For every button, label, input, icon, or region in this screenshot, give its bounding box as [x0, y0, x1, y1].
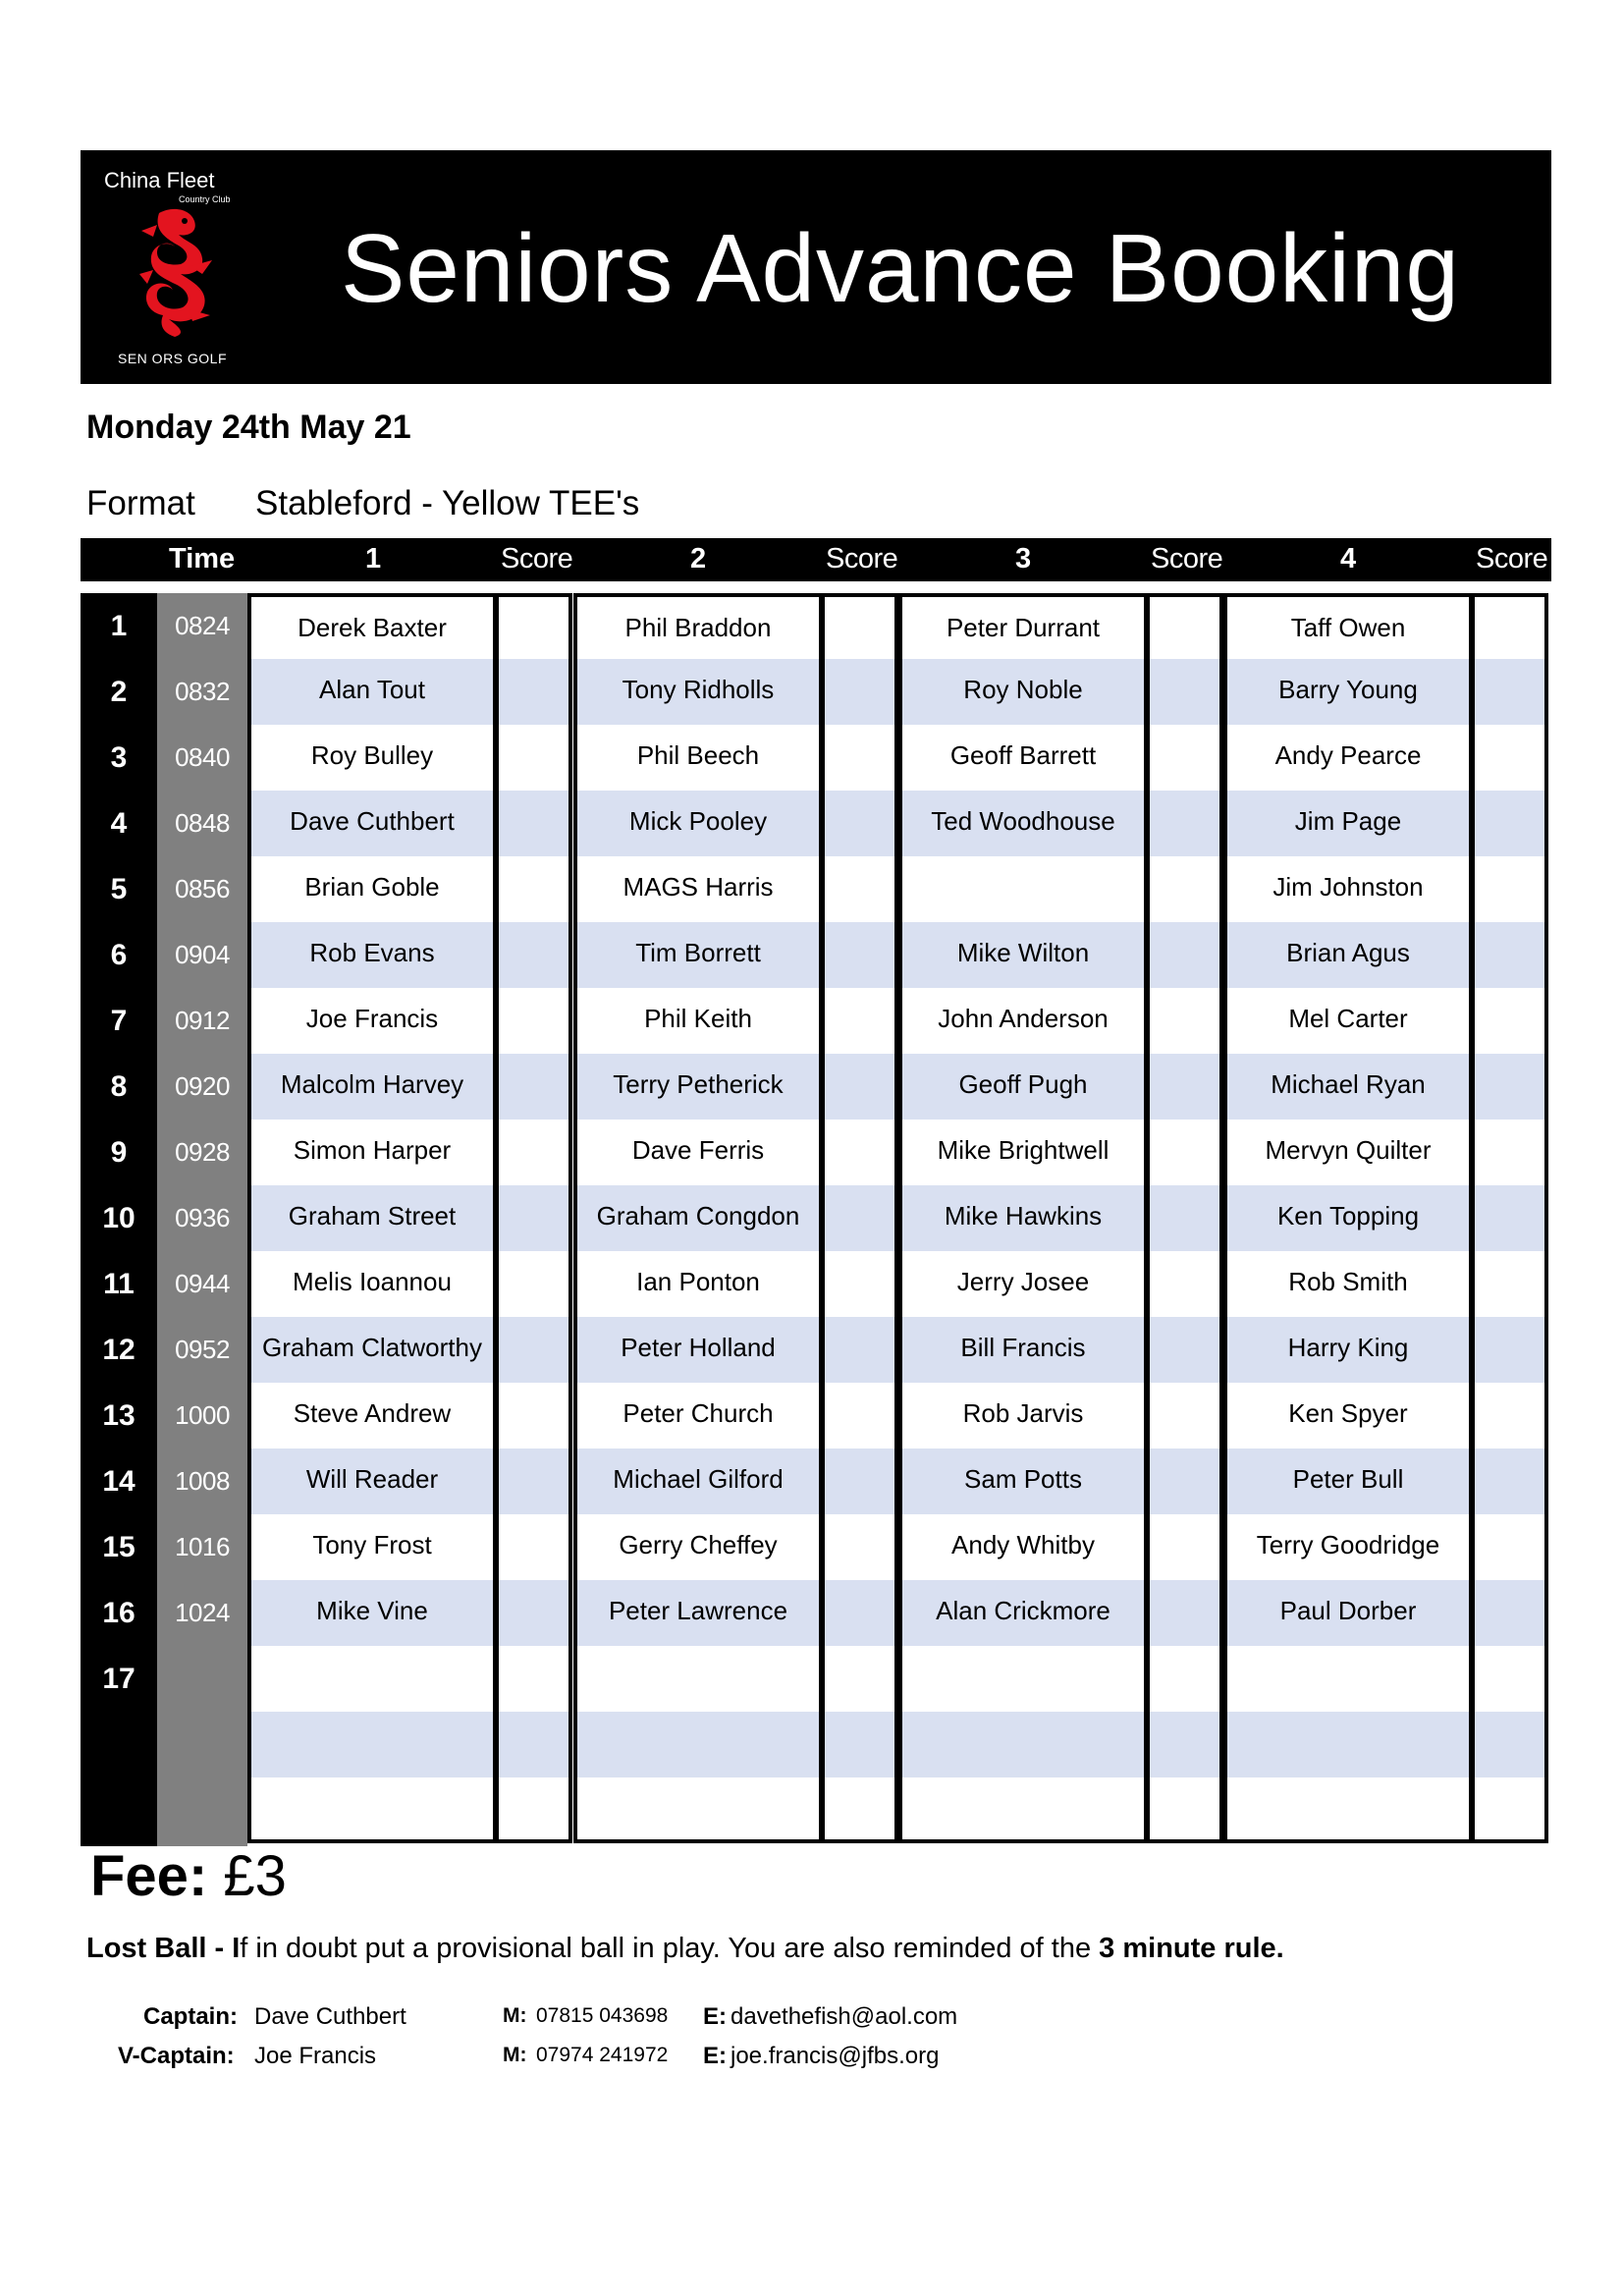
event-date: Monday 24th May 21 — [86, 409, 411, 446]
table-header — [81, 538, 1551, 581]
player-name-cell — [247, 1712, 497, 1777]
score-cell[interactable] — [821, 1580, 898, 1646]
tee-time: 1016 — [175, 1532, 230, 1561]
player-name-cell: Terry Petherick — [573, 1054, 823, 1120]
player-name-cell: Rob Jarvis — [898, 1383, 1148, 1449]
captain-name: Dave Cuthbert — [254, 2003, 406, 2030]
score-cell[interactable] — [1146, 1383, 1223, 1449]
lost-ball-text: f in doubt put a provisional ball in play. You are also reminded of the — [240, 1933, 1100, 1964]
tee-time: 0920 — [175, 1071, 230, 1101]
player-name-cell: Phil Beech — [573, 725, 823, 791]
player-name-cell: Brian Goble — [247, 856, 497, 922]
tee-time — [157, 1777, 247, 1843]
tee-number: 5 — [110, 873, 128, 905]
tee-time: 0832 — [175, 677, 230, 706]
score-cell[interactable] — [1146, 1251, 1223, 1317]
format-label: Format — [86, 484, 195, 522]
header-time: Time — [169, 543, 236, 574]
lost-ball-rule: 3 minute rule. — [1099, 1933, 1284, 1964]
format-value: Stableford - Yellow TEE's — [255, 484, 640, 522]
player-name-cell: Alan Tout — [247, 659, 497, 725]
score-cell[interactable] — [495, 1383, 572, 1449]
player-name-cell: Will Reader — [247, 1449, 497, 1514]
score-cell[interactable] — [495, 1185, 572, 1251]
logo-footer-text: SEN ORS GOLF — [118, 351, 228, 366]
score-cell[interactable] — [495, 1120, 572, 1185]
score-cell[interactable] — [495, 1777, 572, 1843]
score-cell[interactable] — [1146, 988, 1223, 1054]
player-name-cell: Phil Braddon — [573, 593, 823, 659]
club-logo — [100, 168, 247, 369]
tee-time: 1008 — [175, 1466, 230, 1496]
player-name-cell: Graham Congdon — [573, 1185, 823, 1251]
score-cell[interactable] — [821, 1449, 898, 1514]
player-name-cell: Peter Bull — [1223, 1449, 1473, 1514]
player-name-cell — [247, 1646, 497, 1712]
tee-time: 0824 — [175, 611, 230, 640]
vice-captain-email: joe.francis@jfbs.org — [731, 2043, 940, 2069]
tee-number: 7 — [110, 1005, 128, 1037]
score-cell[interactable] — [1471, 659, 1548, 725]
score-cell[interactable] — [1471, 1449, 1548, 1514]
player-name-cell: Graham Street — [247, 1185, 497, 1251]
score-cell[interactable] — [821, 1514, 898, 1580]
tee-number: 17 — [102, 1663, 135, 1695]
header-score-2: Score — [826, 543, 898, 574]
tee-number: 11 — [103, 1268, 135, 1300]
tee-time: 0912 — [175, 1006, 230, 1035]
header-group-1: 1 — [365, 543, 382, 574]
player-name-cell: Geoff Pugh — [898, 1054, 1148, 1120]
tee-time: 1000 — [175, 1400, 230, 1430]
player-name-cell: Ken Topping — [1223, 1185, 1473, 1251]
player-name-cell: Andy Pearce — [1223, 725, 1473, 791]
tee-number: 16 — [102, 1597, 135, 1629]
tee-time: 0936 — [175, 1203, 230, 1232]
lost-ball-lead: Lost Ball - I — [86, 1933, 241, 1964]
score-cell[interactable] — [495, 593, 572, 659]
score-cell[interactable] — [495, 856, 572, 922]
header-group-4: 4 — [1340, 543, 1357, 574]
player-name-cell: John Anderson — [898, 988, 1148, 1054]
player-name-cell: Barry Young — [1223, 659, 1473, 725]
player-name-cell: Peter Church — [573, 1383, 823, 1449]
fee-line — [90, 1843, 287, 1909]
score-cell[interactable] — [1146, 725, 1223, 791]
player-name-cell: Peter Lawrence — [573, 1580, 823, 1646]
score-cell[interactable] — [495, 791, 572, 856]
score-cell[interactable] — [495, 659, 572, 725]
player-name-cell: Rob Smith — [1223, 1251, 1473, 1317]
tee-number: 1 — [110, 610, 128, 642]
player-name-cell: Malcolm Harvey — [247, 1054, 497, 1120]
player-name-cell: Harry King — [1223, 1317, 1473, 1383]
score-cell[interactable] — [1471, 988, 1548, 1054]
tee-time: 0944 — [175, 1269, 230, 1298]
player-name-cell: Steve Andrew — [247, 1383, 497, 1449]
score-cell[interactable] — [1471, 593, 1548, 659]
score-cell[interactable] — [1471, 1054, 1548, 1120]
score-cell[interactable] — [1471, 1317, 1548, 1383]
score-cell[interactable] — [1471, 1777, 1548, 1843]
player-name-cell: Gerry Cheffey — [573, 1514, 823, 1580]
score-cell[interactable] — [821, 791, 898, 856]
vice-captain-mobile-label: M: — [503, 2044, 527, 2066]
score-cell[interactable] — [1471, 1646, 1548, 1712]
tee-number — [81, 1712, 157, 1777]
score-cell[interactable] — [1146, 1712, 1223, 1777]
player-name-cell — [898, 1646, 1148, 1712]
score-cell[interactable] — [1471, 856, 1548, 922]
header-score-4: Score — [1476, 543, 1548, 574]
score-cell[interactable] — [1471, 1712, 1548, 1777]
player-name-cell: Tony Frost — [247, 1514, 497, 1580]
score-cell[interactable] — [1471, 791, 1548, 856]
vice-captain-role: V-Captain: — [118, 2043, 235, 2069]
score-cell[interactable] — [1146, 1449, 1223, 1514]
score-cell[interactable] — [1146, 659, 1223, 725]
fee-label: Fee: — [90, 1844, 208, 1908]
score-cell[interactable] — [495, 1251, 572, 1317]
player-name-cell: Andy Whitby — [898, 1514, 1148, 1580]
score-cell[interactable] — [495, 922, 572, 988]
player-name-cell: Jerry Josee — [898, 1251, 1148, 1317]
player-name-cell: Mervyn Quilter — [1223, 1120, 1473, 1185]
player-name-cell: Taff Owen — [1223, 593, 1473, 659]
player-name-cell — [573, 1646, 823, 1712]
score-cell[interactable] — [821, 1120, 898, 1185]
score-cell[interactable] — [821, 1317, 898, 1383]
header-group-3: 3 — [1015, 543, 1032, 574]
player-name-cell: Graham Clatworthy — [247, 1317, 497, 1383]
player-name-cell: MAGS Harris — [573, 856, 823, 922]
header-group-2: 2 — [690, 543, 707, 574]
score-cell[interactable] — [821, 1777, 898, 1843]
player-name-cell: Tony Ridholls — [573, 659, 823, 725]
player-name-cell: Mike Wilton — [898, 922, 1148, 988]
score-cell[interactable] — [1471, 1580, 1548, 1646]
score-cell[interactable] — [1471, 1514, 1548, 1580]
player-name-cell: Peter Holland — [573, 1317, 823, 1383]
score-cell[interactable] — [495, 1317, 572, 1383]
tee-number: 3 — [110, 741, 128, 774]
captain-email-label: E: — [703, 2003, 727, 2030]
tee-number — [81, 1777, 157, 1843]
player-name-cell: Terry Goodridge — [1223, 1514, 1473, 1580]
score-cell[interactable] — [821, 659, 898, 725]
tee-time: 0856 — [175, 874, 230, 903]
tee-time — [157, 1712, 247, 1777]
player-name-cell — [1223, 1712, 1473, 1777]
player-name-cell: Roy Noble — [898, 659, 1148, 725]
tee-time: 1024 — [175, 1598, 230, 1627]
score-cell[interactable] — [495, 1054, 572, 1120]
player-name-cell: Jim Johnston — [1223, 856, 1473, 922]
captain-email: davethefish@aol.com — [731, 2003, 958, 2030]
player-name-cell — [1223, 1777, 1473, 1843]
tee-number: 9 — [110, 1136, 128, 1169]
player-name-cell: Brian Agus — [1223, 922, 1473, 988]
player-name-cell: Mel Carter — [1223, 988, 1473, 1054]
fee-value: £3 — [223, 1844, 287, 1908]
score-cell[interactable] — [821, 1712, 898, 1777]
tee-number: 14 — [102, 1465, 135, 1498]
score-cell[interactable] — [1146, 1580, 1223, 1646]
captain-mobile: 07815 043698 — [536, 2004, 669, 2027]
tee-number: 10 — [102, 1202, 135, 1234]
score-cell[interactable] — [1471, 1383, 1548, 1449]
tee-number: 12 — [102, 1334, 135, 1366]
score-cell[interactable] — [821, 725, 898, 791]
player-name-cell: Tim Borrett — [573, 922, 823, 988]
score-cell[interactable] — [1471, 1251, 1548, 1317]
score-cell[interactable] — [495, 1514, 572, 1580]
score-cell[interactable] — [821, 593, 898, 659]
tee-time: 0840 — [175, 742, 230, 772]
tee-number: 13 — [102, 1399, 135, 1432]
score-cell[interactable] — [1146, 1646, 1223, 1712]
player-name-cell: Ken Spyer — [1223, 1383, 1473, 1449]
player-name-cell — [573, 1777, 823, 1843]
player-name-cell: Phil Keith — [573, 988, 823, 1054]
player-name-cell: Bill Francis — [898, 1317, 1148, 1383]
tee-time: 0928 — [175, 1137, 230, 1167]
player-name-cell: Mike Vine — [247, 1580, 497, 1646]
score-cell[interactable] — [1146, 1777, 1223, 1843]
tee-time: 0904 — [175, 940, 230, 969]
score-cell[interactable] — [821, 1251, 898, 1317]
vice-captain-email-label: E: — [703, 2043, 727, 2069]
tee-time: 0952 — [175, 1335, 230, 1364]
tee-number: 6 — [110, 939, 128, 971]
player-name-cell — [247, 1777, 497, 1843]
score-cell[interactable] — [821, 1383, 898, 1449]
player-name-cell: Sam Potts — [898, 1449, 1148, 1514]
logo-brand-text: China Fleet — [104, 168, 215, 192]
player-name-cell: Ted Woodhouse — [898, 791, 1148, 856]
score-cell[interactable] — [1146, 1120, 1223, 1185]
score-cell[interactable] — [1146, 1185, 1223, 1251]
dragon-icon — [130, 205, 218, 338]
tee-number: 4 — [110, 807, 128, 840]
header-score-1: Score — [501, 543, 573, 574]
page-title: Seniors Advance Booking — [341, 214, 1460, 322]
score-cell[interactable] — [495, 1580, 572, 1646]
score-cell[interactable] — [495, 1712, 572, 1777]
score-cell[interactable] — [821, 856, 898, 922]
player-name-cell: Alan Crickmore — [898, 1580, 1148, 1646]
tee-number: 2 — [110, 676, 128, 708]
score-cell[interactable] — [1471, 725, 1548, 791]
player-name-cell: Dave Ferris — [573, 1120, 823, 1185]
score-cell[interactable] — [821, 988, 898, 1054]
tee-time — [157, 1646, 247, 1712]
player-name-cell — [898, 856, 1148, 922]
score-cell[interactable] — [1471, 1185, 1548, 1251]
captain-mobile-label: M: — [503, 2004, 527, 2027]
score-cell[interactable] — [495, 725, 572, 791]
tee-time: 0848 — [175, 808, 230, 838]
header-score-3: Score — [1151, 543, 1223, 574]
captain-role: Captain: — [143, 2003, 238, 2030]
vice-captain-name: Joe Francis — [254, 2043, 377, 2069]
tee-number: 8 — [110, 1070, 128, 1103]
header-banner — [81, 150, 1551, 384]
player-name-cell: Peter Durrant — [898, 593, 1148, 659]
score-cell[interactable] — [495, 1646, 572, 1712]
player-name-cell: Joe Francis — [247, 988, 497, 1054]
score-cell[interactable] — [821, 922, 898, 988]
score-cell[interactable] — [1471, 922, 1548, 988]
player-name-cell: Ian Ponton — [573, 1251, 823, 1317]
score-cell[interactable] — [821, 1054, 898, 1120]
logo-sub-text: Country Club — [179, 194, 231, 204]
player-name-cell: Geoff Barrett — [898, 725, 1148, 791]
score-cell[interactable] — [1146, 922, 1223, 988]
player-name-cell: Mick Pooley — [573, 791, 823, 856]
vice-captain-mobile: 07974 241972 — [536, 2044, 669, 2066]
score-cell[interactable] — [821, 1185, 898, 1251]
lost-ball-note — [86, 1933, 1284, 1965]
score-cell[interactable] — [1146, 791, 1223, 856]
player-name-cell: Mike Brightwell — [898, 1120, 1148, 1185]
score-cell[interactable] — [1146, 1514, 1223, 1580]
score-cell[interactable] — [1146, 1317, 1223, 1383]
player-name-cell: Mike Hawkins — [898, 1185, 1148, 1251]
score-cell[interactable] — [1146, 856, 1223, 922]
score-cell[interactable] — [495, 1449, 572, 1514]
score-cell[interactable] — [1471, 1120, 1548, 1185]
player-name-cell: Michael Gilford — [573, 1449, 823, 1514]
player-name-cell — [898, 1777, 1148, 1843]
player-name-cell: Derek Baxter — [247, 593, 497, 659]
player-name-cell: Michael Ryan — [1223, 1054, 1473, 1120]
score-cell[interactable] — [495, 988, 572, 1054]
score-cell[interactable] — [1146, 1054, 1223, 1120]
player-name-cell — [1223, 1646, 1473, 1712]
player-name-cell: Simon Harper — [247, 1120, 497, 1185]
player-name-cell: Jim Page — [1223, 791, 1473, 856]
score-cell[interactable] — [821, 1646, 898, 1712]
player-name-cell: Rob Evans — [247, 922, 497, 988]
player-name-cell — [573, 1712, 823, 1777]
tee-number: 15 — [102, 1531, 135, 1563]
player-name-cell: Dave Cuthbert — [247, 791, 497, 856]
player-name-cell: Roy Bulley — [247, 725, 497, 791]
player-name-cell: Melis Ioannou — [247, 1251, 497, 1317]
score-cell[interactable] — [1146, 593, 1223, 659]
player-name-cell — [898, 1712, 1148, 1777]
player-name-cell: Paul Dorber — [1223, 1580, 1473, 1646]
